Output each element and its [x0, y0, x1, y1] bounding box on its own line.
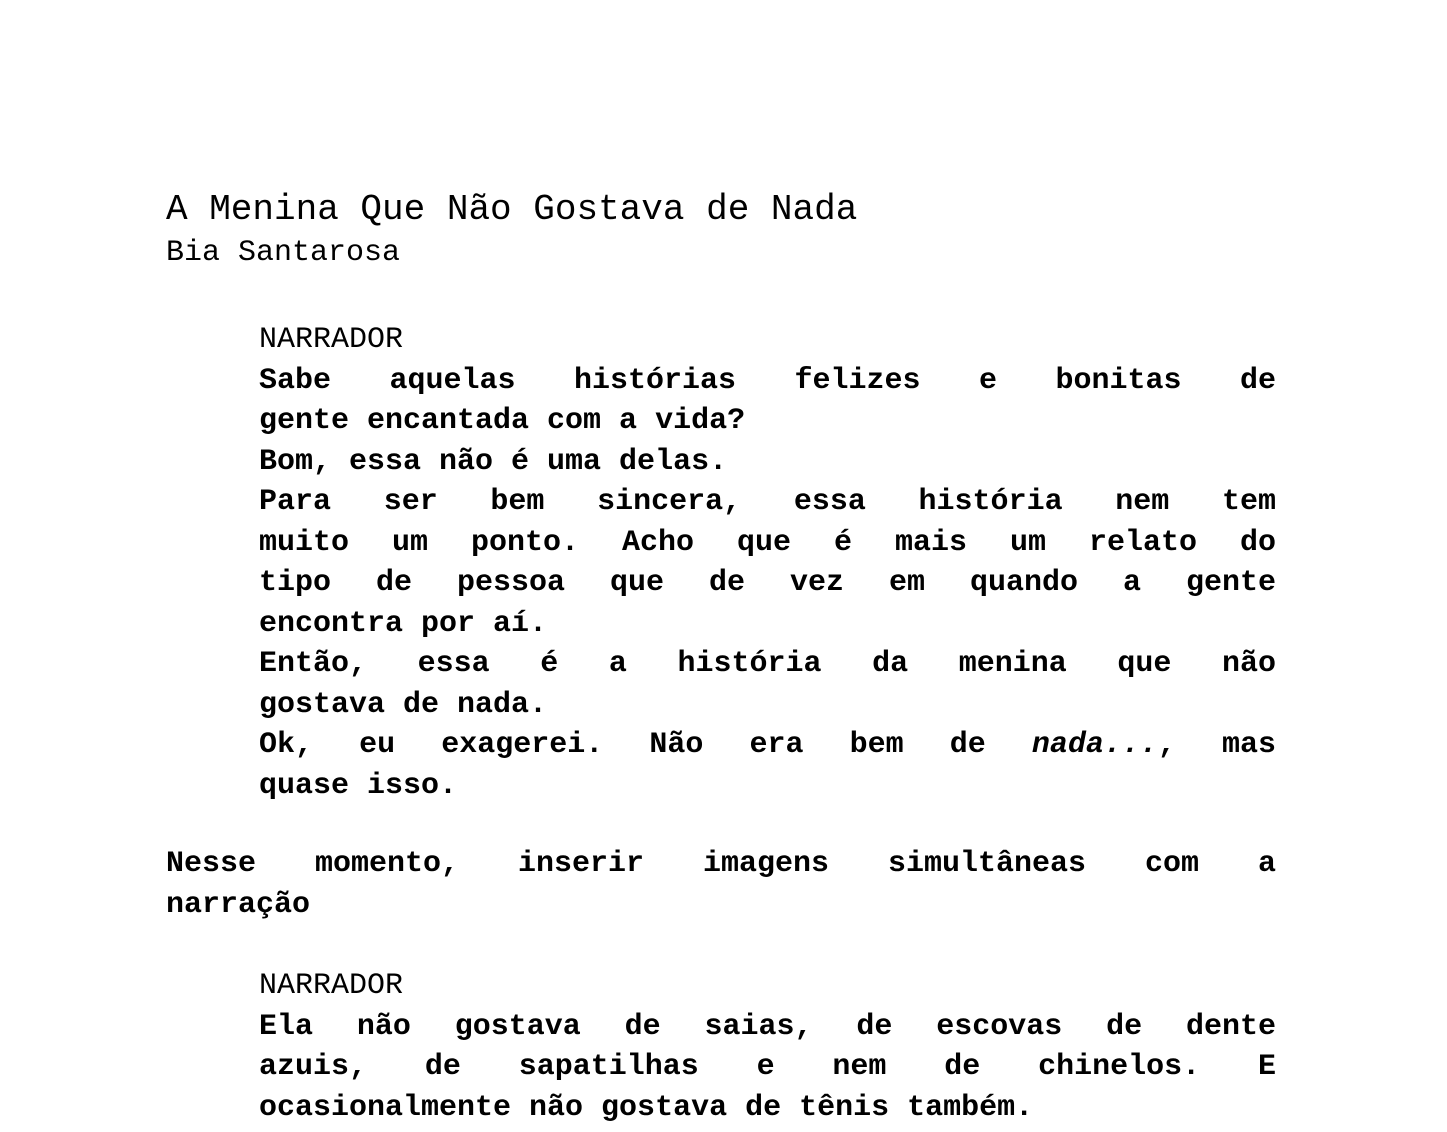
dialogue-line: encontra por aí.	[259, 606, 548, 641]
dialogue-line: Ela não gostava de saias, de escovas de dente	[259, 1009, 1276, 1044]
dialogue-line: gente encantada com a vida?	[259, 404, 746, 438]
dialogue-line: Bom, essa não é uma delas.	[259, 444, 728, 479]
dialogue-line: gostava de nada.	[259, 687, 548, 722]
dialogue-line: Para ser bem sincera, essa história nem tem	[259, 485, 1276, 519]
dialogue-line: muito um ponto. Acho que é mais um relato do	[259, 525, 1276, 560]
character-name: NARRADOR	[259, 969, 404, 1003]
dialogue-line: quase isso.	[259, 768, 458, 803]
dialogue-text: , mas	[1157, 728, 1276, 762]
author-name: Bia Santarosa	[166, 236, 401, 270]
action-line: narração	[166, 888, 311, 922]
action-block	[166, 844, 1276, 926]
narrator-block-2	[259, 966, 1276, 1128]
dialogue-text: Ok, eu exagerei. Não era bem de	[259, 728, 986, 762]
dialogue-line: Então, essa é a história da menina que não	[259, 647, 1276, 681]
action-line: Nesse momento, inserir imagens simultâneas com a	[166, 847, 1276, 881]
dialogue-line-ok	[259, 725, 1276, 766]
dialogue-line: ocasionalmente não gostava de tênis também.	[259, 1090, 1034, 1125]
dialogue-line: tipo de pessoa que de vez em quando a gente	[259, 566, 1276, 600]
script-title: A Menina Que Não Gostava de Nada	[166, 189, 858, 230]
dialogue-line: Sabe aquelas histórias felizes e bonitas de	[259, 363, 1276, 398]
dialogue-line: azuis, de sapatilhas e nem de chinelos. E	[259, 1050, 1276, 1084]
italic-emphasis: nada...	[1031, 728, 1158, 762]
narrator-block-1	[259, 320, 1276, 806]
character-name: NARRADOR	[259, 323, 404, 357]
